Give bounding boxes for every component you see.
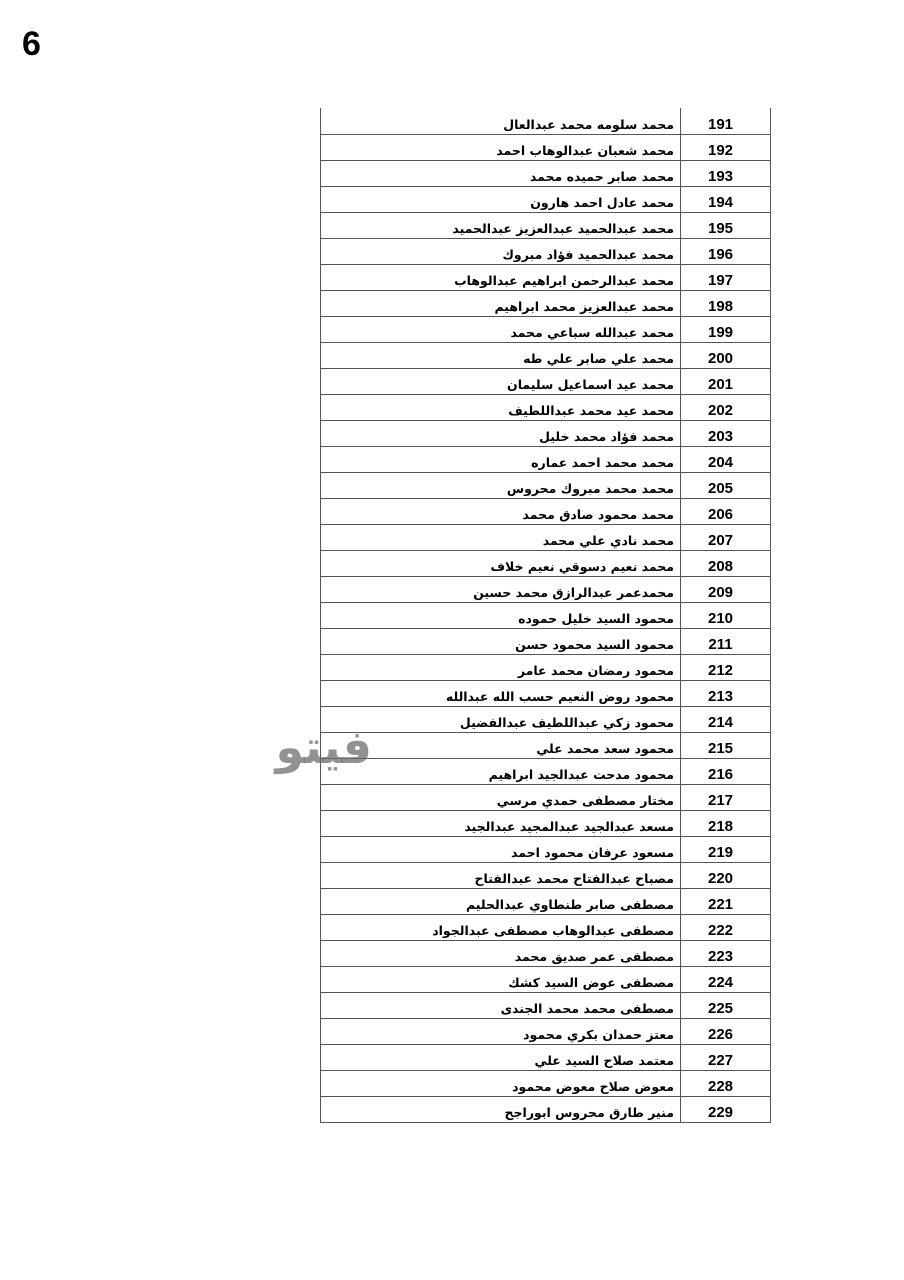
person-name-cell: مصطفى صابر طنطاوي عبدالحليم bbox=[321, 888, 681, 914]
row-number-cell: 198 bbox=[681, 290, 771, 316]
row-number-cell: 197 bbox=[681, 264, 771, 290]
table-row bbox=[321, 680, 771, 706]
person-name-cell: محمد علي صابر علي طه bbox=[321, 342, 681, 368]
row-number-cell: 204 bbox=[681, 446, 771, 472]
table-row bbox=[321, 628, 771, 654]
watermark-logo: فيتو bbox=[275, 720, 372, 774]
person-name-cell: محمد عبدالعزيز محمد ابراهيم bbox=[321, 290, 681, 316]
row-number-cell: 213 bbox=[681, 680, 771, 706]
table-row bbox=[321, 706, 771, 732]
person-name-cell: محمود روض النعيم حسب الله عبدالله bbox=[321, 680, 681, 706]
row-number-cell: 195 bbox=[681, 212, 771, 238]
table-row bbox=[321, 654, 771, 680]
table-row bbox=[321, 992, 771, 1018]
names-table-body bbox=[321, 108, 771, 1122]
table-row bbox=[321, 498, 771, 524]
person-name-cell: محمود السيد محمود حسن bbox=[321, 628, 681, 654]
person-name-cell: محمد عادل احمد هارون bbox=[321, 186, 681, 212]
row-number-cell: 219 bbox=[681, 836, 771, 862]
person-name-cell: محمد محمد مبروك محروس bbox=[321, 472, 681, 498]
table-row bbox=[321, 1070, 771, 1096]
person-name-cell: مصطفى محمد محمد الجندى bbox=[321, 992, 681, 1018]
table-row bbox=[321, 134, 771, 160]
table-row bbox=[321, 368, 771, 394]
table-row bbox=[321, 524, 771, 550]
person-name-cell: مصطفى عبدالوهاب مصطفى عبدالجواد bbox=[321, 914, 681, 940]
table-row bbox=[321, 1044, 771, 1070]
person-name-cell: محمد محمود صادق محمد bbox=[321, 498, 681, 524]
table-row bbox=[321, 316, 771, 342]
row-number-cell: 206 bbox=[681, 498, 771, 524]
table-row bbox=[321, 836, 771, 862]
table-row bbox=[321, 914, 771, 940]
row-number-cell: 196 bbox=[681, 238, 771, 264]
row-number-cell: 205 bbox=[681, 472, 771, 498]
table-row bbox=[321, 342, 771, 368]
person-name-cell: محمد عبدالحميد فؤاد مبروك bbox=[321, 238, 681, 264]
row-number-cell: 199 bbox=[681, 316, 771, 342]
row-number-cell: 215 bbox=[681, 732, 771, 758]
table-row bbox=[321, 212, 771, 238]
person-name-cell: محمد عيد اسماعيل سليمان bbox=[321, 368, 681, 394]
table-row bbox=[321, 602, 771, 628]
table-row bbox=[321, 1018, 771, 1044]
row-number-cell: 208 bbox=[681, 550, 771, 576]
row-number-cell: 207 bbox=[681, 524, 771, 550]
person-name-cell: معتز حمدان بكري محمود bbox=[321, 1018, 681, 1044]
names-table bbox=[320, 108, 771, 1123]
person-name-cell: محمود السيد خليل حموده bbox=[321, 602, 681, 628]
person-name-cell: محمود زكي عبداللطيف عبدالفضيل bbox=[321, 706, 681, 732]
row-number-cell: 211 bbox=[681, 628, 771, 654]
table-row bbox=[321, 420, 771, 446]
table-row bbox=[321, 758, 771, 784]
person-name-cell: منير طارق محروس ابوراجح bbox=[321, 1096, 681, 1122]
table-row bbox=[321, 862, 771, 888]
person-name-cell: محمد محمد احمد عماره bbox=[321, 446, 681, 472]
table-row bbox=[321, 186, 771, 212]
row-number-cell: 202 bbox=[681, 394, 771, 420]
person-name-cell: محمد نعيم دسوقي نعيم خلاف bbox=[321, 550, 681, 576]
person-name-cell: محمود سعد محمد علي bbox=[321, 732, 681, 758]
row-number-cell: 201 bbox=[681, 368, 771, 394]
table-row bbox=[321, 160, 771, 186]
row-number-cell: 221 bbox=[681, 888, 771, 914]
row-number-cell: 225 bbox=[681, 992, 771, 1018]
row-number-cell: 192 bbox=[681, 134, 771, 160]
table-row bbox=[321, 472, 771, 498]
table-row bbox=[321, 784, 771, 810]
person-name-cell: مختار مصطفى حمدي مرسي bbox=[321, 784, 681, 810]
row-number-cell: 200 bbox=[681, 342, 771, 368]
table-row bbox=[321, 732, 771, 758]
person-name-cell: محمد فؤاد محمد خليل bbox=[321, 420, 681, 446]
row-number-cell: 194 bbox=[681, 186, 771, 212]
person-name-cell: مسعد عبدالجيد عبدالمجيد عبدالجيد bbox=[321, 810, 681, 836]
table-row bbox=[321, 264, 771, 290]
table-row bbox=[321, 940, 771, 966]
person-name-cell: محمد عبدالرحمن ابراهيم عبدالوهاب bbox=[321, 264, 681, 290]
person-name-cell: محمود رمضان محمد عامر bbox=[321, 654, 681, 680]
person-name-cell: محمد سلومه محمد عبدالعال bbox=[321, 108, 681, 134]
row-number-cell: 209 bbox=[681, 576, 771, 602]
person-name-cell: معتمد صلاح السيد علي bbox=[321, 1044, 681, 1070]
table-row bbox=[321, 238, 771, 264]
person-name-cell: مصطفى عمر صديق محمد bbox=[321, 940, 681, 966]
person-name-cell: مسعود عرفان محمود احمد bbox=[321, 836, 681, 862]
table-row bbox=[321, 576, 771, 602]
person-name-cell: مصباح عبدالفتاح محمد عبدالفتاح bbox=[321, 862, 681, 888]
table-row bbox=[321, 1096, 771, 1122]
row-number-cell: 229 bbox=[681, 1096, 771, 1122]
row-number-cell: 212 bbox=[681, 654, 771, 680]
person-name-cell: محمد صابر حميده محمد bbox=[321, 160, 681, 186]
row-number-cell: 226 bbox=[681, 1018, 771, 1044]
row-number-cell: 222 bbox=[681, 914, 771, 940]
row-number-cell: 210 bbox=[681, 602, 771, 628]
row-number-cell: 191 bbox=[681, 108, 771, 134]
row-number-cell: 214 bbox=[681, 706, 771, 732]
table-row bbox=[321, 966, 771, 992]
person-name-cell: محمدعمر عبدالرازق محمد حسين bbox=[321, 576, 681, 602]
row-number-cell: 220 bbox=[681, 862, 771, 888]
row-number-cell: 216 bbox=[681, 758, 771, 784]
table-row bbox=[321, 550, 771, 576]
person-name-cell: محمد عبدالحميد عبدالعزيز عبدالحميد bbox=[321, 212, 681, 238]
person-name-cell: محمود مدحت عبدالجيد ابراهيم bbox=[321, 758, 681, 784]
row-number-cell: 228 bbox=[681, 1070, 771, 1096]
person-name-cell: محمد شعبان عبدالوهاب احمد bbox=[321, 134, 681, 160]
person-name-cell: معوض صلاح معوض محمود bbox=[321, 1070, 681, 1096]
table-row bbox=[321, 290, 771, 316]
row-number-cell: 218 bbox=[681, 810, 771, 836]
person-name-cell: مصطفى عوض السيد كشك bbox=[321, 966, 681, 992]
table-row bbox=[321, 888, 771, 914]
row-number-cell: 203 bbox=[681, 420, 771, 446]
table-row bbox=[321, 394, 771, 420]
table-row bbox=[321, 108, 771, 134]
row-number-cell: 193 bbox=[681, 160, 771, 186]
person-name-cell: محمد نادي علي محمد bbox=[321, 524, 681, 550]
row-number-cell: 223 bbox=[681, 940, 771, 966]
row-number-cell: 224 bbox=[681, 966, 771, 992]
table-row bbox=[321, 446, 771, 472]
person-name-cell: محمد عبدالله سباعي محمد bbox=[321, 316, 681, 342]
table-row bbox=[321, 810, 771, 836]
row-number-cell: 217 bbox=[681, 784, 771, 810]
page-number: 6 bbox=[22, 25, 41, 63]
person-name-cell: محمد عيد محمد عبداللطيف bbox=[321, 394, 681, 420]
row-number-cell: 227 bbox=[681, 1044, 771, 1070]
